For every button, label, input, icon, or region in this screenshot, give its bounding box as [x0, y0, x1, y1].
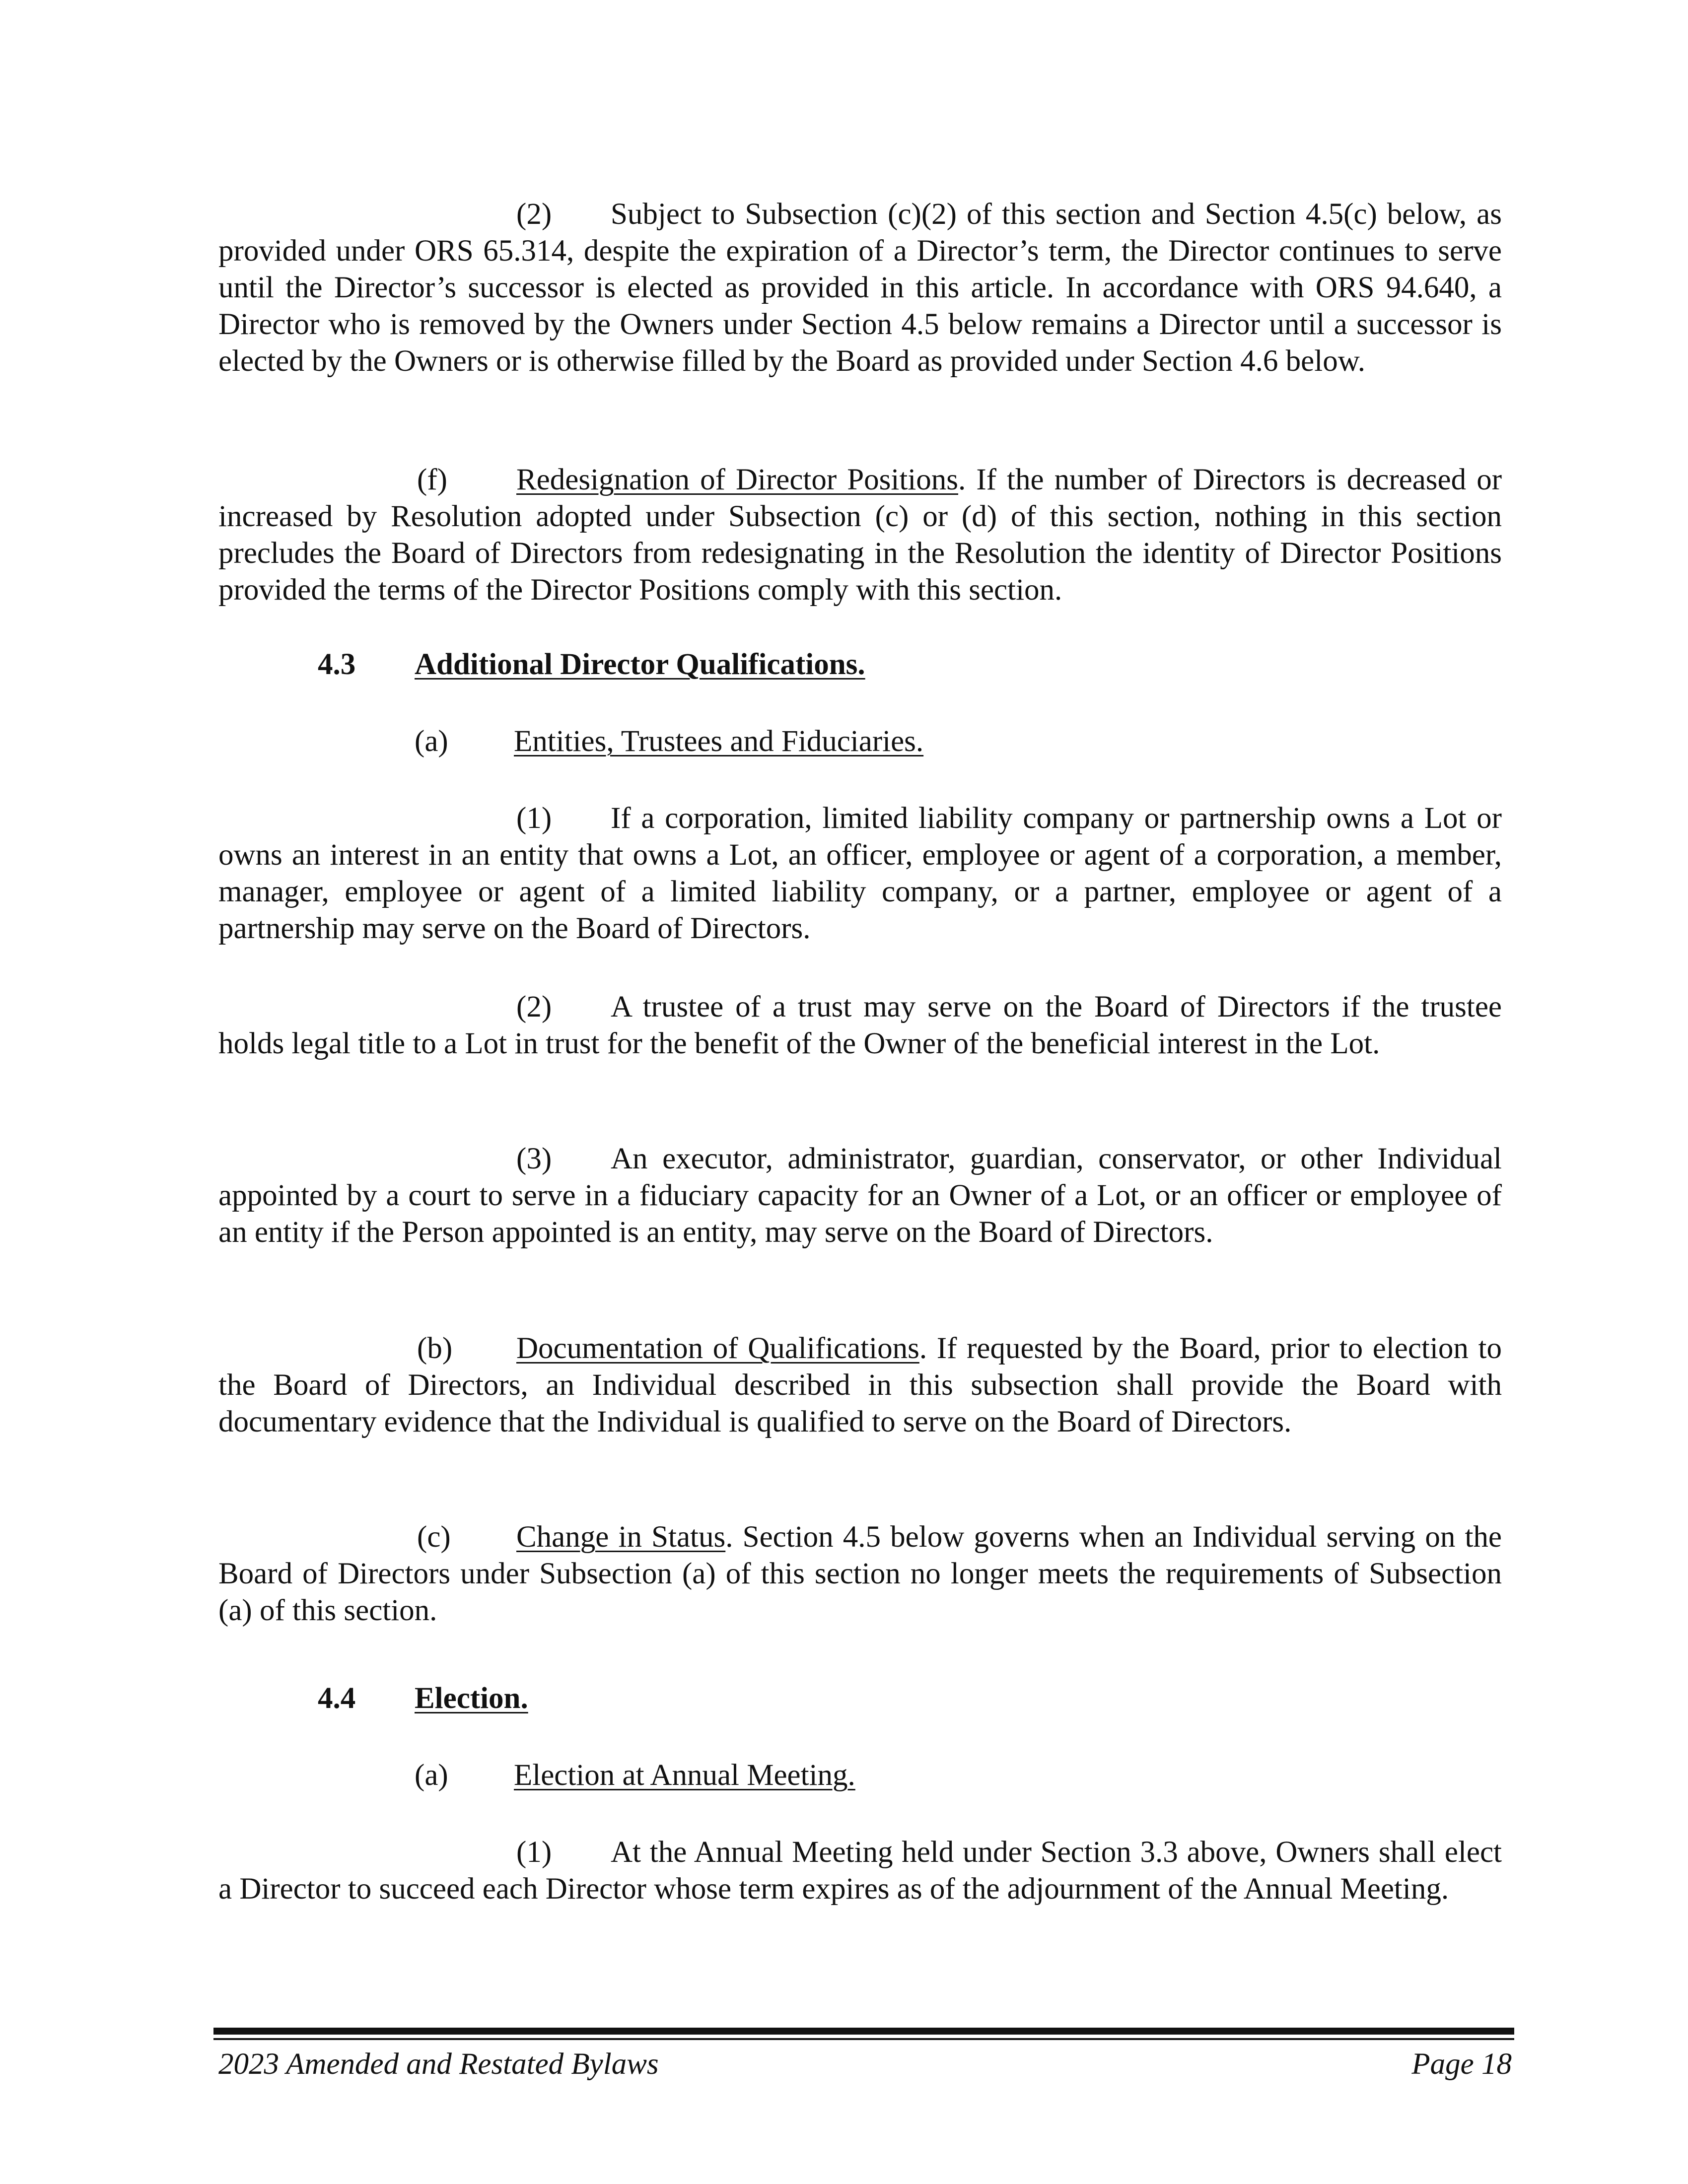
paragraph-text: Subject to Subsection (c)(2) of this section and Section 4.5(c) below, as provided under ORS 65.314, despite the expiration of a Director’s term, the Director continues to serve until the Director’s successor is elected as provided in this article. In accordance with ORS 94.640, a Director who is removed by the Owners under Section 4.5 below remains a Director until a successor is elected by the Owners or is otherwise filled by the Board as provided under Section 4.6 below.: [218, 198, 1502, 378]
paragraph-text: . Section 4.5 below governs when an Individual serving on the Board of Directors under Subsection (a) of this section no longer meets the requirements of Subsection (a) of this section.: [218, 1520, 1502, 1627]
paragraph-4-3-c: [218, 1519, 1502, 1629]
paragraph-number: (b): [417, 1332, 453, 1365]
paragraph-text: At the Annual Meeting held under Section 3.3 above, Owners shall elect a Director to succeed each Director whose term expires as of the adjournment of the Annual Meeting.: [218, 1836, 1502, 1906]
subsection-number: (a): [415, 1759, 448, 1792]
paragraph-title: Redesignation of Director Positions: [516, 463, 958, 496]
paragraph-4-3-b: [218, 1330, 1502, 1440]
paragraph-number: (2): [516, 198, 552, 231]
paragraph-title: Documentation of Qualifications: [516, 1332, 919, 1365]
paragraph-number: (c): [417, 1520, 451, 1554]
section-title: Additional Director Qualifications.: [415, 648, 865, 681]
section-number: 4.3: [318, 648, 356, 681]
paragraph-number: (3): [516, 1142, 552, 1175]
section-number: 4.4: [318, 1682, 356, 1715]
paragraph-number: (1): [516, 802, 552, 835]
section-title: Election.: [415, 1682, 528, 1715]
footer-document-title: 2023 Amended and Restated Bylaws: [218, 2048, 659, 2081]
subsection-number: (a): [415, 725, 448, 758]
paragraph-4-3-a-1: [218, 800, 1502, 947]
paragraph-4-3-a-3: [218, 1141, 1502, 1251]
paragraph-title: Change in Status: [516, 1520, 726, 1554]
paragraph-text: An executor, administrator, guardian, conservator, or other Individual appointed by a court to serve in a fiduciary capacity for an Owner of a Lot, or an officer or employee of an entity if the Person appointed is an entity, may serve on the Board of Directors.: [218, 1142, 1502, 1249]
paragraph-text: . If the number of Directors is decreased or increased by Resolution adopted under Subsection (c) or (d) of this section, nothing in this section precludes the Board of Directors from redesignating in the Resolution the identity of Director Positions provided the terms of the Director Positions comply with this section.: [218, 463, 1502, 607]
paragraph-number: (1): [516, 1836, 552, 1869]
paragraph-text: . If requested by the Board, prior to election to the Board of Directors, an Individual described in this subsection shall provide the Board with documentary evidence that the Individual is qualified to serve on the Board of Directors.: [218, 1332, 1502, 1438]
footer-page-number: Page 18: [1411, 2048, 1512, 2081]
paragraph-text: If a corporation, limited liability company or partnership owns a Lot or owns an interest in an entity that owns a Lot, an officer, employee or agent of a corporation, a member, manager, employee or agent of a limited liability company, or a partner, employee or agent of a partnership may serve on the Board of Directors.: [218, 802, 1502, 945]
paragraph-text: A trustee of a trust may serve on the Board of Directors if the trustee holds legal title to a Lot in trust for the benefit of the Owner of the beneficial interest in the Lot.: [218, 990, 1502, 1060]
subsection-title: Election at Annual Meeting.: [514, 1759, 855, 1792]
footer-rule-thick: [213, 2028, 1514, 2035]
footer-rule-thin: [213, 2038, 1514, 2040]
paragraph-4-4-a-1: [218, 1834, 1502, 1908]
paragraph-number: (2): [516, 990, 552, 1024]
paragraph-4-3-a-2: [218, 989, 1502, 1062]
paragraph-4-2-e-2: [218, 196, 1502, 380]
paragraph-4-2-f: [218, 462, 1502, 609]
paragraph-number: (f): [417, 463, 447, 496]
subsection-title: Entities, Trustees and Fiduciaries.: [514, 725, 924, 758]
